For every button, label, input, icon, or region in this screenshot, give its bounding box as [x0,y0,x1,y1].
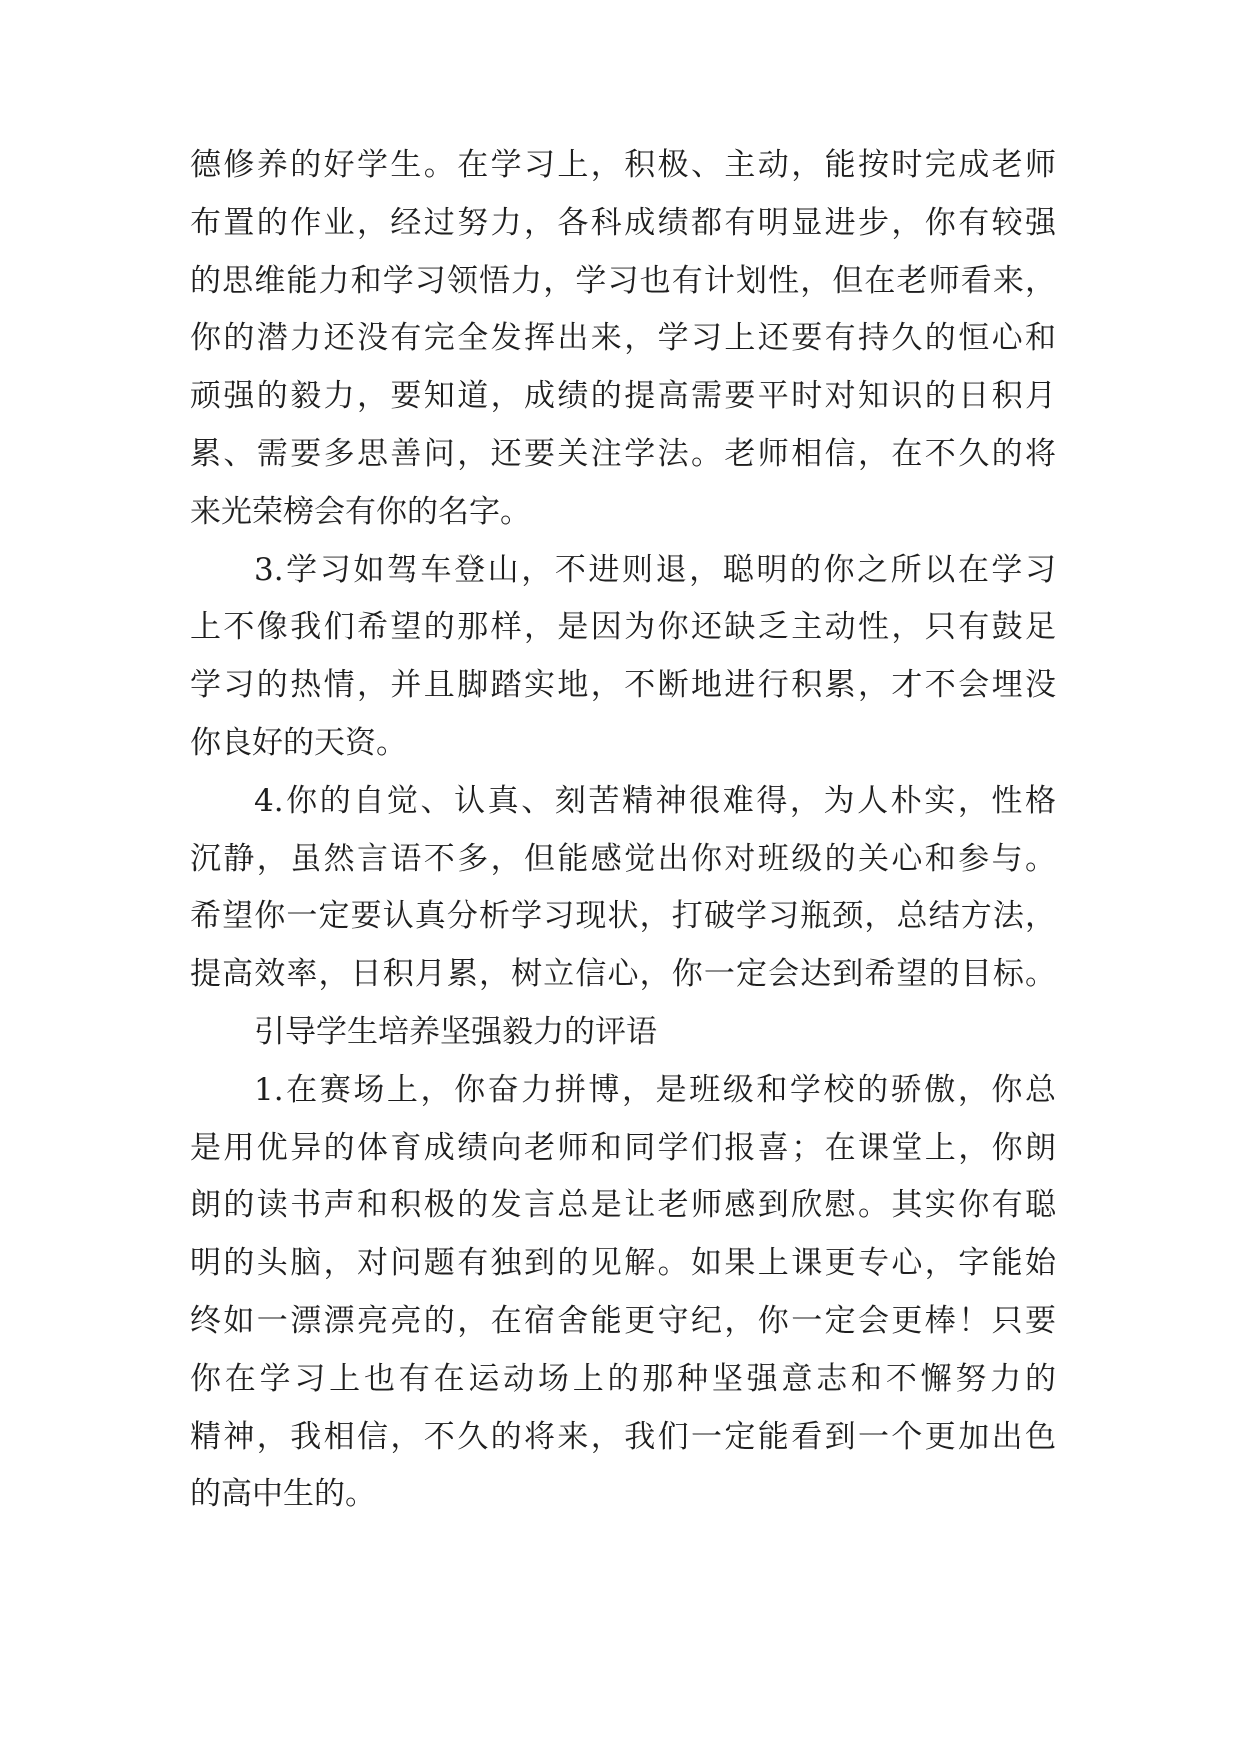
text-line: 终如一漂漂亮亮的，在宿舍能更守纪，你一定会更棒！只要 [190,1303,1056,1339]
text-line: 上不像我们希望的那样，是因为你还缺乏主动性，只有鼓足 [190,609,1056,645]
text-line: 3.学习如驾车登山，不进则退，聪明的你之所以在学习 [254,552,1056,588]
text-line: 4.你的自觉、认真、刻苦精神很难得，为人朴实，性格 [254,783,1056,819]
text-line: 你良好的天资。 [190,725,407,761]
text-line: 的高中生的。 [190,1476,376,1512]
text-line: 精神，我相信，不久的将来，我们一定能看到一个更加出色 [190,1419,1056,1455]
text-line: 沉静，虽然言语不多，但能感觉出你对班级的关心和参与。 [190,841,1056,877]
text-line: 你的潜力还没有完全发挥出来，学习上还要有持久的恒心和 [190,320,1056,356]
section-heading: 引导学生培养坚强毅力的评语 [254,1014,657,1050]
text-line: 朗的读书声和积极的发言总是让老师感到欣慰。其实你有聪 [190,1187,1056,1223]
text-line: 顽强的毅力，要知道，成绩的提高需要平时对知识的日积月 [190,378,1056,414]
text-line: 来光荣榜会有你的名字。 [190,494,531,530]
text-line: 明的头脑，对问题有独到的见解。如果上课更专心，字能始 [190,1245,1056,1281]
text-line: 累、需要多思善问，还要关注学法。老师相信，在不久的将 [190,436,1056,472]
text-line: 是用优异的体育成绩向老师和同学们报喜；在课堂上，你朗 [190,1130,1056,1166]
text-line: 提高效率，日积月累，树立信心，你一定会达到希望的目标。 [190,956,1056,992]
text-line: 1.在赛场上，你奋力拼博，是班级和学校的骄傲，你总 [254,1072,1056,1108]
text-line: 希望你一定要认真分析学习现状，打破学习瓶颈，总结方法， [190,898,1056,934]
text-line: 的思维能力和学习领悟力，学习也有计划性，但在老师看来， [190,263,1056,299]
text-line: 德修养的好学生。在学习上，积极、主动，能按时完成老师 [190,147,1056,183]
text-line: 你在学习上也有在运动场上的那种坚强意志和不懈努力的 [190,1361,1056,1397]
text-line: 学习的热情，并且脚踏实地，不断地进行积累，才不会埋没 [190,667,1056,703]
text-line: 布置的作业，经过努力，各科成绩都有明显进步，你有较强 [190,205,1056,241]
